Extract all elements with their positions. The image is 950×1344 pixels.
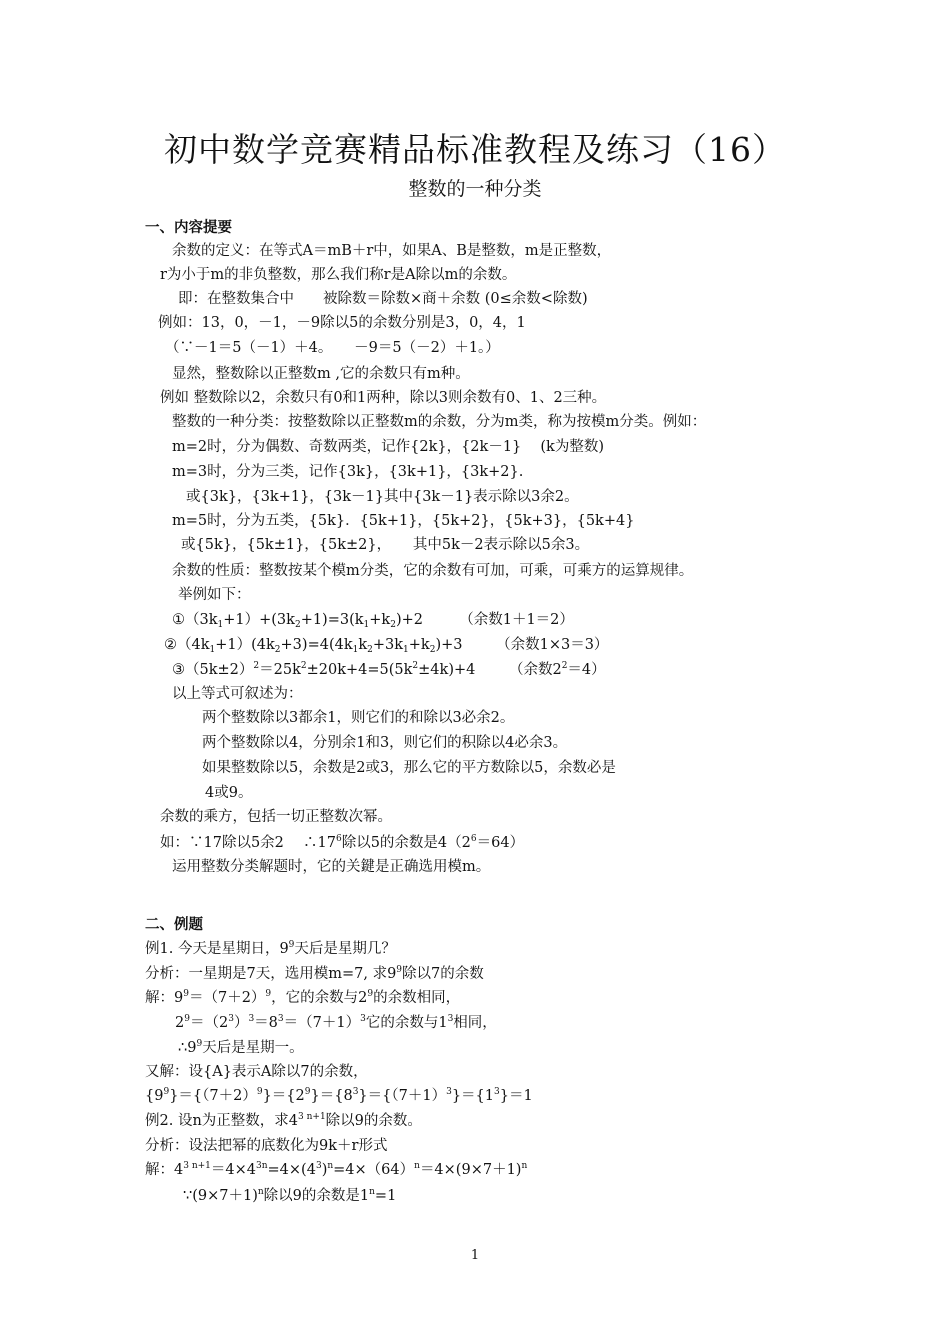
superscript: 3 bbox=[248, 1014, 255, 1024]
text-run: 运用整数分类解题时，它的关鍵是正确选用模m。 bbox=[172, 859, 491, 875]
subscript: 1 bbox=[363, 620, 370, 630]
section2-line bbox=[145, 1062, 368, 1082]
text-run: 如：∵17除以5余2 ∴17 bbox=[160, 835, 336, 851]
text-run: ＝4×4 bbox=[210, 1162, 256, 1178]
text-run: ①（3k bbox=[172, 612, 218, 628]
text-run: 4或9。 bbox=[205, 785, 253, 801]
text-run: =4×(4 bbox=[267, 1162, 316, 1178]
text-run: 天后是星期一。 bbox=[202, 1040, 304, 1056]
superscript: n bbox=[257, 1187, 264, 1197]
text-run: +k bbox=[408, 637, 430, 653]
text-run: ） bbox=[233, 1015, 249, 1031]
section1-line bbox=[172, 412, 706, 432]
text-run: ∴9 bbox=[178, 1040, 197, 1056]
section1-line bbox=[172, 462, 523, 482]
superscript: 9 bbox=[184, 1014, 190, 1024]
text-run: +3k bbox=[372, 637, 404, 653]
superscript: 3 bbox=[494, 1087, 500, 1097]
section1-line bbox=[172, 364, 470, 384]
superscript: 9 bbox=[265, 989, 272, 999]
superscript: 9 bbox=[304, 1087, 311, 1097]
text-run: 两个整数除以4，分别余1和3，则它们的积除以4必余3。 bbox=[202, 735, 568, 751]
document-subtitle: 整数的一种分类 bbox=[408, 178, 542, 200]
text-run: +3)=4(4k bbox=[280, 637, 353, 653]
text-run: 解：4 bbox=[145, 1162, 184, 1178]
subscript: 2 bbox=[390, 620, 396, 630]
text-run: k bbox=[358, 637, 368, 653]
subscript: 2 bbox=[367, 645, 373, 655]
text-run: 的余数相同， bbox=[373, 990, 461, 1006]
text-run: ，它的余数与2 bbox=[271, 990, 368, 1006]
text-run: 2 bbox=[175, 1015, 185, 1031]
section1-line bbox=[181, 535, 589, 555]
superscript: 3 bbox=[447, 1014, 454, 1024]
text-run: 它的余数与1 bbox=[365, 1015, 448, 1031]
text-run: m=2时，分为偶数、奇数两类，记作{2k}，{2k－1} (k为整数) bbox=[172, 439, 604, 455]
text-run: 显然，整数除以正整数m ,它的余数只有m种。 bbox=[172, 366, 470, 382]
superscript: n bbox=[369, 1187, 375, 1197]
text-run: （∵－1＝5（－1）＋4。 －9＝5（－2）＋1。） bbox=[165, 340, 500, 356]
text-run: 例如 整数除以2，余数只有0和1两种，除以3则余数有0、1、2三种。 bbox=[160, 390, 607, 406]
text-run: 分析：一星期是7天，选用模m=7, 求9 bbox=[145, 966, 397, 982]
text-run: }＝{1 bbox=[451, 1088, 494, 1104]
text-run: }＝{2 bbox=[262, 1088, 305, 1104]
text-run: ＝4） bbox=[567, 662, 606, 678]
text-run: {9 bbox=[145, 1088, 164, 1104]
superscript: 6 bbox=[335, 834, 342, 844]
section1-line bbox=[172, 857, 490, 877]
text-run: r为小于m的非负整数，那么我们称r是A除以m的余数。 bbox=[160, 267, 517, 283]
text-run: 余数的定义：在等式A＝mB＋r中，如果A、B是整数，m是正整数， bbox=[172, 243, 612, 259]
text-run: ) bbox=[321, 1162, 328, 1178]
subscript: 1 bbox=[352, 645, 359, 655]
section2-line bbox=[145, 1086, 533, 1106]
section1-line bbox=[172, 610, 574, 630]
section1-line bbox=[160, 833, 524, 853]
superscript: 9 bbox=[256, 1087, 263, 1097]
text-run: 如果整数除以5，余数是2或3，那么它的平方数除以5，余数必是 bbox=[202, 760, 616, 776]
superscript: n bbox=[327, 1161, 334, 1171]
superscript: 2 bbox=[300, 661, 307, 671]
text-run: 或{5k}，{5k±1}，{5k±2}， 其中5k－2表示除以5余3。 bbox=[181, 537, 590, 553]
text-run: ±4k)+4 （余数2 bbox=[418, 662, 562, 678]
text-run: +k bbox=[369, 612, 391, 628]
superscript: 2 bbox=[561, 661, 568, 671]
section2-line bbox=[145, 1136, 387, 1156]
text-run: +1）(4k bbox=[215, 637, 275, 653]
text-run: ＝（7＋1） bbox=[283, 1015, 361, 1031]
section1-line bbox=[172, 241, 611, 261]
text-run: 余数的性质：整数按某个模m分类，它的余数有可加，可乘，可乘方的运算规律。 bbox=[172, 563, 694, 579]
text-run: }＝{（7＋2） bbox=[169, 1088, 257, 1104]
section1-line bbox=[172, 511, 634, 531]
text-run: ±20k+4=5(5k bbox=[306, 662, 413, 678]
subscript: 2 bbox=[294, 620, 301, 630]
text-run: 余数的乘方，包括一切正整数次幂。 bbox=[160, 809, 392, 825]
section2-line bbox=[175, 1013, 497, 1033]
superscript: 9 bbox=[396, 965, 403, 975]
section2-line bbox=[145, 939, 396, 959]
section2-line bbox=[178, 1038, 304, 1058]
text-run: )+3 （余数1×3＝3） bbox=[435, 637, 609, 653]
superscript: 3 bbox=[446, 1087, 452, 1097]
text-run: 举例如下： bbox=[178, 587, 251, 603]
section1-line bbox=[160, 807, 392, 827]
subscript: 2 bbox=[429, 645, 436, 655]
text-run: ＝（2 bbox=[189, 1015, 229, 1031]
superscript: 3 bbox=[352, 1087, 359, 1097]
text-run: 整数的一种分类：按整数除以正整数m的余数，分为m类，称为按模m分类。例如： bbox=[172, 414, 707, 430]
section1-line bbox=[160, 265, 516, 285]
section1-line bbox=[172, 684, 303, 704]
subscript: 1 bbox=[217, 620, 224, 630]
text-run: ∵(9×7＋1) bbox=[183, 1188, 258, 1204]
text-run: ＝25k bbox=[259, 662, 301, 678]
section1-line bbox=[164, 635, 608, 655]
text-run: 或{3k}，{3k+1}，{3k－1}其中{3k－1}表示除以3余2。 bbox=[186, 489, 579, 505]
subscript: 1 bbox=[403, 645, 409, 655]
superscript: 2 bbox=[412, 661, 419, 671]
text-run: ＝64） bbox=[476, 835, 525, 851]
text-run: ②（4k bbox=[164, 637, 210, 653]
section1-line bbox=[172, 660, 606, 680]
text-run: }＝1 bbox=[499, 1088, 533, 1104]
page-number: 1 bbox=[470, 1248, 480, 1263]
superscript: 3 n+1 bbox=[183, 1161, 211, 1171]
section1-line bbox=[202, 708, 514, 728]
superscript: 3 bbox=[277, 1014, 284, 1024]
superscript: n bbox=[414, 1161, 420, 1171]
superscript: 9 bbox=[288, 940, 295, 950]
section1-line bbox=[160, 388, 606, 408]
section1-line bbox=[172, 561, 693, 581]
text-run: 分析：设法把幂的底数化为9k＋r形式 bbox=[145, 1138, 388, 1154]
text-run: ＝8 bbox=[254, 1015, 278, 1031]
section2-line bbox=[145, 1160, 527, 1180]
section1-line bbox=[178, 289, 588, 309]
subscript: 2 bbox=[274, 645, 281, 655]
section1-line bbox=[202, 758, 616, 778]
superscript: 9 bbox=[183, 989, 189, 999]
text-run: ③（5k±2） bbox=[172, 662, 254, 678]
text-run: 例1. 今天是星期日，9 bbox=[145, 941, 289, 957]
subscript: 1 bbox=[209, 645, 216, 655]
text-run: 例如：13，0，－1，－9除以5的余数分别是3，0，4，1 bbox=[158, 315, 526, 331]
text-run: 除以9的余数是1 bbox=[263, 1188, 370, 1204]
superscript: 6 bbox=[470, 834, 477, 844]
text-run: m=5时，分为五类，{5k}．{5k+1}，{5k+2}，{5k+3}，{5k+4} bbox=[172, 513, 635, 529]
section1-line bbox=[158, 313, 526, 333]
section1-line bbox=[186, 487, 579, 507]
text-run: }＝{（7＋1） bbox=[358, 1088, 447, 1104]
superscript: 3 bbox=[360, 1014, 366, 1024]
text-run: +1)=3(k bbox=[300, 612, 364, 628]
text-run: 又解：设{A}表示A除以7的余数， bbox=[145, 1064, 368, 1080]
superscript: 3n bbox=[256, 1161, 268, 1171]
text-run: =1 bbox=[374, 1188, 397, 1204]
section2-line bbox=[145, 988, 460, 1008]
section2-line bbox=[145, 1111, 422, 1131]
section1-line bbox=[165, 338, 500, 358]
text-run: )+2 （余数1＋1＝2） bbox=[395, 612, 574, 628]
superscript: 9 bbox=[367, 989, 374, 999]
text-run: 解：9 bbox=[145, 990, 184, 1006]
text-run: +1）+(3k bbox=[223, 612, 295, 628]
superscript: 2 bbox=[253, 661, 260, 671]
text-run: 相同， bbox=[453, 1015, 497, 1031]
text-run: 除以5的余数是4（2 bbox=[341, 835, 471, 851]
superscript: 3 bbox=[228, 1014, 234, 1024]
section1-line bbox=[172, 437, 604, 457]
document-title: 初中数学竞赛精品标准教程及练习（16） bbox=[164, 130, 786, 169]
text-run: 两个整数除以3都余1，则它们的和除以3必余2。 bbox=[202, 710, 515, 726]
text-run: 除以9的余数。 bbox=[325, 1113, 422, 1129]
text-run: }＝{8 bbox=[310, 1088, 353, 1104]
section2-line bbox=[183, 1186, 396, 1206]
superscript: 3 n+1 bbox=[298, 1112, 326, 1122]
section1-line bbox=[178, 585, 251, 605]
text-run: 即：在整数集合中 被除数＝除数×商＋余数 (0≤余数<除数) bbox=[178, 291, 588, 307]
text-run: 天后是星期几？ bbox=[294, 941, 396, 957]
text-run: ＝4×(9×7＋1) bbox=[419, 1162, 522, 1178]
section1-heading: 一、内容提要 bbox=[145, 220, 232, 236]
section2-line bbox=[145, 964, 484, 984]
superscript: n bbox=[521, 1161, 528, 1171]
section1-line bbox=[202, 733, 567, 753]
section1-line bbox=[205, 783, 252, 803]
section2-heading: 二、例题 bbox=[145, 917, 203, 933]
text-run: ＝（7＋2） bbox=[188, 990, 266, 1006]
text-run: =4×（64） bbox=[333, 1162, 415, 1178]
text-run: m=3时，分为三类，记作{3k}，{3k+1}，{3k+2}. bbox=[172, 464, 524, 480]
text-run: 以上等式可叙述为： bbox=[172, 686, 303, 702]
text-run: 除以7的余数 bbox=[402, 966, 484, 982]
superscript: 9 bbox=[196, 1039, 203, 1049]
superscript: 9 bbox=[163, 1087, 170, 1097]
text-run: 例2. 设n为正整数，求4 bbox=[145, 1113, 299, 1129]
superscript: 3 bbox=[315, 1161, 322, 1171]
